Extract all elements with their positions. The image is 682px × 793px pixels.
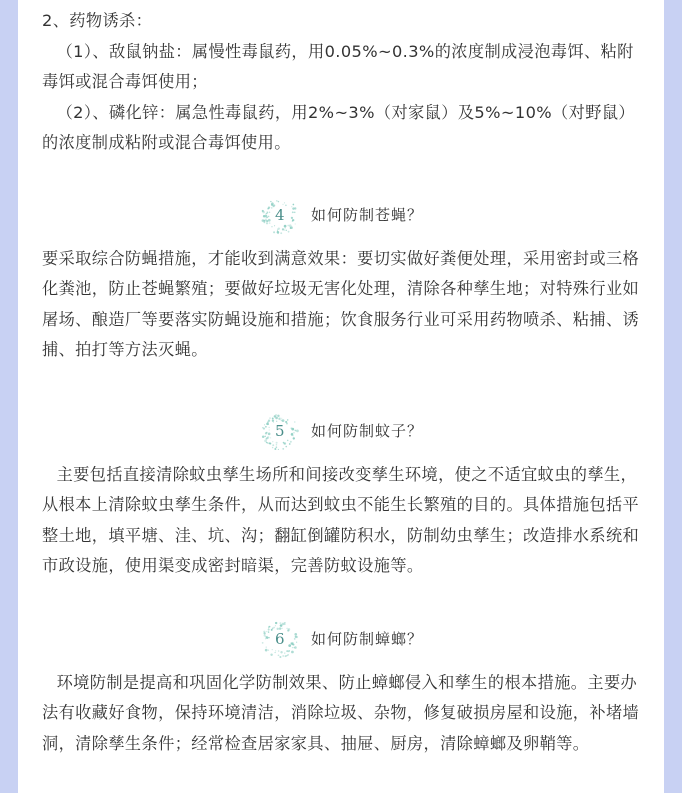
badge-dot bbox=[285, 225, 286, 226]
badge-dot bbox=[287, 439, 289, 441]
section-title: 如何防制蟑螂？ bbox=[310, 630, 423, 649]
badge-dot bbox=[268, 426, 269, 427]
badge-dot bbox=[285, 204, 287, 206]
badge-dot bbox=[286, 229, 287, 230]
badge-dot bbox=[265, 648, 268, 651]
badge-dot bbox=[269, 211, 271, 213]
badge-dot bbox=[294, 637, 296, 639]
badge-dot bbox=[267, 212, 269, 214]
badge-dot bbox=[288, 627, 291, 630]
badge-dot bbox=[287, 224, 289, 226]
badge-dot bbox=[272, 446, 274, 448]
badge-dot bbox=[268, 628, 270, 630]
badge-dot bbox=[263, 632, 265, 634]
badge-dot bbox=[284, 622, 285, 623]
badge-dot bbox=[292, 641, 294, 643]
badge-dot bbox=[288, 230, 290, 232]
section-body: 主要包括直接清除蚊虫孳生场所和间接改变孳生环境，使之不适宜蚊虫的孳生，从根本上清除蚊虫孳生条件，从而达到蚊虫不能生长繁殖的目的。具体措施包括平整土地，填平塘、洼、坑、沟；翻缸倒罐防积水，防制幼虫孳生；改造排水系统和市政设施，使用渠变成密封暗渠，完善防蚊设施等。 bbox=[42, 464, 640, 575]
badge-dot bbox=[269, 442, 271, 444]
badge-dot bbox=[288, 644, 291, 647]
badge-dot bbox=[270, 200, 271, 201]
badge-dot bbox=[294, 633, 297, 636]
badge-dot bbox=[296, 429, 299, 432]
badge-dot bbox=[266, 442, 267, 443]
badge-dot bbox=[268, 432, 271, 435]
badge-dot bbox=[291, 650, 294, 653]
badge-dot bbox=[286, 627, 287, 628]
badge-dot bbox=[287, 654, 289, 656]
badge-dot bbox=[292, 211, 294, 213]
badge-dot bbox=[262, 209, 264, 211]
badge-dot bbox=[288, 649, 290, 651]
badge-dot bbox=[269, 417, 271, 419]
section-header-4 bbox=[42, 186, 642, 246]
badge-dot bbox=[266, 646, 267, 647]
badge-dot bbox=[273, 421, 274, 422]
badge-dot bbox=[264, 439, 267, 442]
badge-dot bbox=[293, 646, 294, 647]
badge-dot bbox=[294, 429, 296, 431]
badge-dot bbox=[271, 226, 272, 227]
badge-dot bbox=[265, 638, 266, 639]
badge-dot bbox=[266, 437, 268, 439]
badge-dot bbox=[271, 628, 273, 630]
badge-dot bbox=[269, 625, 271, 627]
badge-dot bbox=[262, 435, 265, 438]
badge-dot bbox=[291, 432, 293, 434]
badge-dot bbox=[266, 422, 269, 425]
section-title: 如何防制蚊子？ bbox=[310, 422, 423, 441]
badge-dot bbox=[293, 431, 295, 433]
number-badge-icon bbox=[261, 621, 299, 659]
badge-dot bbox=[272, 444, 274, 446]
badge-dot bbox=[293, 203, 295, 205]
badge-dot bbox=[291, 427, 294, 430]
badge-dot bbox=[292, 647, 293, 648]
badge-dot bbox=[295, 635, 297, 637]
badge-dot bbox=[278, 233, 279, 234]
section-title: 如何防制苍蝇？ bbox=[310, 206, 423, 225]
section-body: 要采取综合防蝇措施，才能收到满意效果：要切实做好粪便处理，采用密封或三格化粪池，防止苍蝇繁殖；要做好垃圾无害化处理，清除各种孳生地；对特殊行业如屠场、酿造厂等要落实防蝇设施和措施；饮食服务行业可采用药物喷杀、粘捕、诱捕、拍打等方法灭蝇。 bbox=[42, 248, 640, 359]
badge-dot bbox=[278, 448, 279, 449]
badge-dot bbox=[263, 221, 265, 223]
badge-dot bbox=[282, 655, 283, 656]
number-badge-icon bbox=[261, 413, 299, 451]
badge-dot bbox=[291, 216, 293, 218]
badge-dot bbox=[270, 653, 272, 655]
badge-dot bbox=[264, 218, 267, 221]
badge-dot bbox=[265, 425, 267, 427]
badge-dot bbox=[266, 222, 268, 224]
badge-dot bbox=[264, 634, 266, 636]
badge-dot bbox=[279, 655, 281, 657]
badge-dot bbox=[266, 630, 267, 631]
badge-dot bbox=[268, 218, 271, 221]
badge-dot bbox=[294, 421, 295, 422]
badge-dot bbox=[271, 206, 273, 208]
section-header-6 bbox=[42, 610, 642, 670]
number-badge-icon bbox=[261, 197, 299, 235]
badge-dot bbox=[293, 437, 295, 439]
badge-dot bbox=[262, 641, 264, 643]
section-header-5 bbox=[42, 402, 642, 462]
badge-dot bbox=[272, 417, 274, 419]
badge-dot bbox=[295, 223, 296, 224]
badge-dot bbox=[290, 440, 292, 442]
badge-dot bbox=[262, 219, 265, 222]
article-content bbox=[42, 0, 642, 759]
badge-dot bbox=[267, 208, 268, 209]
badge-dot bbox=[292, 207, 294, 209]
section-number: 6 bbox=[275, 630, 285, 649]
badge-dot bbox=[266, 635, 269, 638]
badge-dot bbox=[262, 427, 263, 428]
badge-dot bbox=[268, 627, 269, 628]
badge-dot bbox=[268, 631, 269, 632]
badge-dot bbox=[269, 429, 270, 430]
badge-dot bbox=[272, 649, 273, 650]
badge-dot bbox=[290, 226, 292, 228]
badge-dot bbox=[292, 219, 294, 221]
section-number: 5 bbox=[275, 422, 285, 441]
badge-dot bbox=[269, 222, 271, 224]
badge-dot bbox=[285, 655, 287, 657]
badge-dot bbox=[285, 445, 287, 447]
badge-dot bbox=[291, 206, 292, 207]
article-page bbox=[18, 0, 664, 793]
badge-dot bbox=[280, 232, 282, 234]
intro-heading: 2、药物诱杀： bbox=[42, 11, 153, 30]
badge-dot bbox=[282, 447, 284, 449]
badge-dot bbox=[293, 435, 294, 436]
badge-dot bbox=[296, 641, 297, 642]
badge-dot bbox=[273, 231, 275, 233]
badge-dot bbox=[274, 447, 276, 449]
badge-dot bbox=[266, 431, 267, 432]
badge-dot bbox=[268, 636, 270, 638]
badge-dot bbox=[287, 419, 288, 420]
badge-dot bbox=[286, 650, 288, 652]
intro-item-1: （1）、敌鼠钠盐：属慢性毒鼠药，用0.05%~0.3%的浓度制成浸泡毒饵、粘附毒饵或混合毒饵使用； bbox=[42, 41, 634, 91]
badge-dot bbox=[285, 420, 287, 422]
badge-dot bbox=[272, 441, 273, 442]
badge-dot bbox=[294, 211, 296, 213]
badge-dot bbox=[270, 437, 271, 438]
intro-item-2: （2）、磷化锌：属急性毒鼠药，用2%~3%（对家鼠）及5%~10%（对野鼠）的浓度制成粘附或混合毒饵使用。 bbox=[42, 102, 635, 152]
badge-dot bbox=[264, 424, 265, 425]
badge-dot bbox=[293, 643, 295, 645]
badge-dot bbox=[268, 649, 269, 650]
badge-dot bbox=[266, 216, 268, 218]
badge-dot bbox=[289, 443, 291, 445]
badge-dot bbox=[272, 419, 274, 421]
section-number: 4 bbox=[275, 206, 285, 225]
section-body: 环境防制是提高和巩固化学防制效果、防止蟑螂侵入和孳生的根本措施。主要办法有收藏好食物，保持环境清洁，消除垃圾、杂物，修复破损房屋和设施，补堵墙洞，清除孳生条件；经常检查居家家具、抽屉、厨房，清除蟑螂及卵鞘等。 bbox=[42, 672, 640, 753]
badge-dot bbox=[265, 435, 266, 436]
